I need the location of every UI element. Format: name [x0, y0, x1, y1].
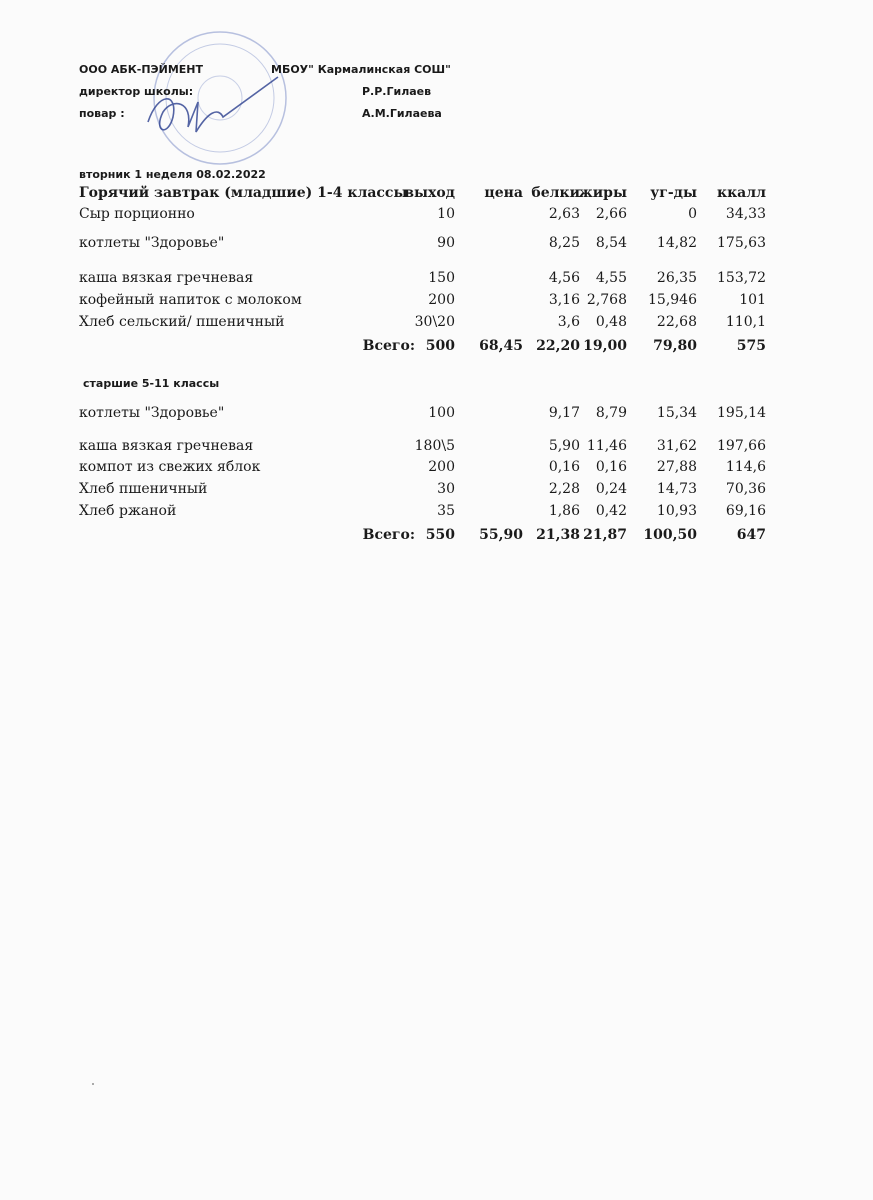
dish-protein: 8,25: [548, 235, 580, 251]
dish-output: 150: [428, 270, 455, 286]
total-label: Всего:: [362, 527, 415, 543]
dish-name: каша вязкая гречневая: [79, 270, 254, 286]
dish-carbs: 0: [688, 206, 697, 222]
dish-protein: 3,16: [548, 292, 580, 308]
dish-protein: 3,6: [557, 314, 580, 330]
column-output: выход: [404, 185, 455, 201]
table-row: [0, 459, 873, 479]
total-label: Всего:: [362, 338, 415, 354]
dish-protein: 5,90: [548, 438, 580, 454]
dish-output: 30\20: [414, 314, 455, 330]
dish-name: Сыр порционно: [79, 206, 195, 222]
dish-carbs: 14,73: [656, 481, 697, 497]
dish-kcal: 175,63: [717, 235, 766, 251]
dish-name: Хлеб ржаной: [79, 503, 177, 519]
dish-fat: 0,16: [595, 459, 627, 475]
senior-section-title: старшие 5-11 классы: [83, 377, 220, 390]
school-name: МБОУ" Кармалинская СОШ": [271, 63, 451, 76]
dish-carbs: 26,35: [656, 270, 697, 286]
column-kcal: ккалл: [716, 185, 766, 201]
dish-name: кофейный напиток с молоком: [79, 292, 302, 308]
director-label: директор школы:: [79, 85, 194, 98]
column-price: цена: [484, 185, 523, 201]
dish-fat: 4,55: [595, 270, 627, 286]
dish-protein: 0,16: [548, 459, 580, 475]
column-carbs: уг-ды: [650, 185, 697, 201]
dish-name: Хлеб пшеничный: [79, 481, 208, 497]
table-row: [0, 292, 873, 312]
dish-output: 30: [437, 481, 455, 497]
table-row: [0, 314, 873, 334]
junior-total-row: [0, 338, 873, 358]
dish-name: котлеты "Здоровье": [79, 235, 225, 251]
table-row: [0, 235, 873, 255]
dish-output: 180\5: [414, 438, 455, 454]
dish-name: компот из свежих яблок: [79, 459, 261, 475]
dish-fat: 0,42: [595, 503, 627, 519]
senior-total-row: [0, 527, 873, 547]
total-output: 550: [425, 527, 455, 543]
dish-protein: 2,28: [548, 481, 580, 497]
dish-carbs: 10,93: [656, 503, 697, 519]
column-protein: белки: [531, 185, 580, 201]
dish-carbs: 31,62: [656, 438, 697, 454]
table-row: [0, 270, 873, 290]
dish-carbs: 22,68: [656, 314, 697, 330]
dish-name: каша вязкая гречневая: [79, 438, 254, 454]
total-output: 500: [425, 338, 455, 354]
dish-fat: 8,54: [595, 235, 627, 251]
dish-protein: 2,63: [548, 206, 580, 222]
dish-protein: 1,86: [548, 503, 580, 519]
table-header-row: [0, 185, 873, 205]
total-carbs: 100,50: [643, 527, 697, 543]
director-name: Р.Р.Гилаев: [362, 85, 432, 98]
table-row: [0, 481, 873, 501]
dish-kcal: 69,16: [725, 503, 766, 519]
dish-carbs: 15,946: [648, 292, 697, 308]
cook-name: А.М.Гилаева: [362, 107, 442, 120]
dish-name: котлеты "Здоровье": [79, 405, 225, 421]
total-protein: 22,20: [536, 338, 580, 354]
menu-date: вторник 1 неделя 08.02.2022: [79, 168, 266, 181]
cook-label: повар :: [79, 107, 125, 120]
dish-kcal: 153,72: [717, 270, 766, 286]
total-protein: 21,38: [536, 527, 580, 543]
junior-section-title: Горячий завтрак (младшие) 1-4 классы: [79, 185, 408, 201]
dish-output: 35: [437, 503, 455, 519]
total-fat: 21,87: [583, 527, 627, 543]
total-price: 68,45: [479, 338, 523, 354]
table-row: [0, 206, 873, 226]
director-signature: [138, 72, 288, 152]
dish-kcal: 110,1: [725, 314, 766, 330]
organization-name: ООО АБК-ПЭЙМЕНТ: [79, 63, 203, 76]
table-row: [0, 438, 873, 458]
dish-carbs: 15,34: [656, 405, 697, 421]
dish-output: 90: [437, 235, 455, 251]
dish-carbs: 14,82: [656, 235, 697, 251]
total-kcal: 647: [736, 527, 766, 543]
dish-fat: 2,66: [595, 206, 627, 222]
total-price: 55,90: [479, 527, 523, 543]
total-fat: 19,00: [583, 338, 627, 354]
dish-name: Хлеб сельский/ пшеничный: [79, 314, 285, 330]
dish-kcal: 195,14: [717, 405, 766, 421]
column-fat: жиры: [578, 185, 627, 201]
total-carbs: 79,80: [653, 338, 697, 354]
dish-kcal: 70,36: [725, 481, 766, 497]
dish-kcal: 114,6: [725, 459, 766, 475]
dish-fat: 2,768: [586, 292, 627, 308]
dish-output: 200: [428, 459, 455, 475]
scan-speck: [92, 1083, 94, 1085]
dish-fat: 0,48: [595, 314, 627, 330]
dish-fat: 8,79: [595, 405, 627, 421]
dish-kcal: 34,33: [725, 206, 766, 222]
dish-fat: 0,24: [595, 481, 627, 497]
table-row: [0, 503, 873, 523]
dish-protein: 4,56: [548, 270, 580, 286]
dish-output: 10: [437, 206, 455, 222]
total-kcal: 575: [736, 338, 766, 354]
table-row: [0, 405, 873, 425]
dish-output: 200: [428, 292, 455, 308]
dish-kcal: 197,66: [717, 438, 766, 454]
dish-fat: 11,46: [586, 438, 627, 454]
dish-kcal: 101: [739, 292, 766, 308]
dish-protein: 9,17: [548, 405, 580, 421]
dish-output: 100: [428, 405, 455, 421]
dish-carbs: 27,88: [656, 459, 697, 475]
